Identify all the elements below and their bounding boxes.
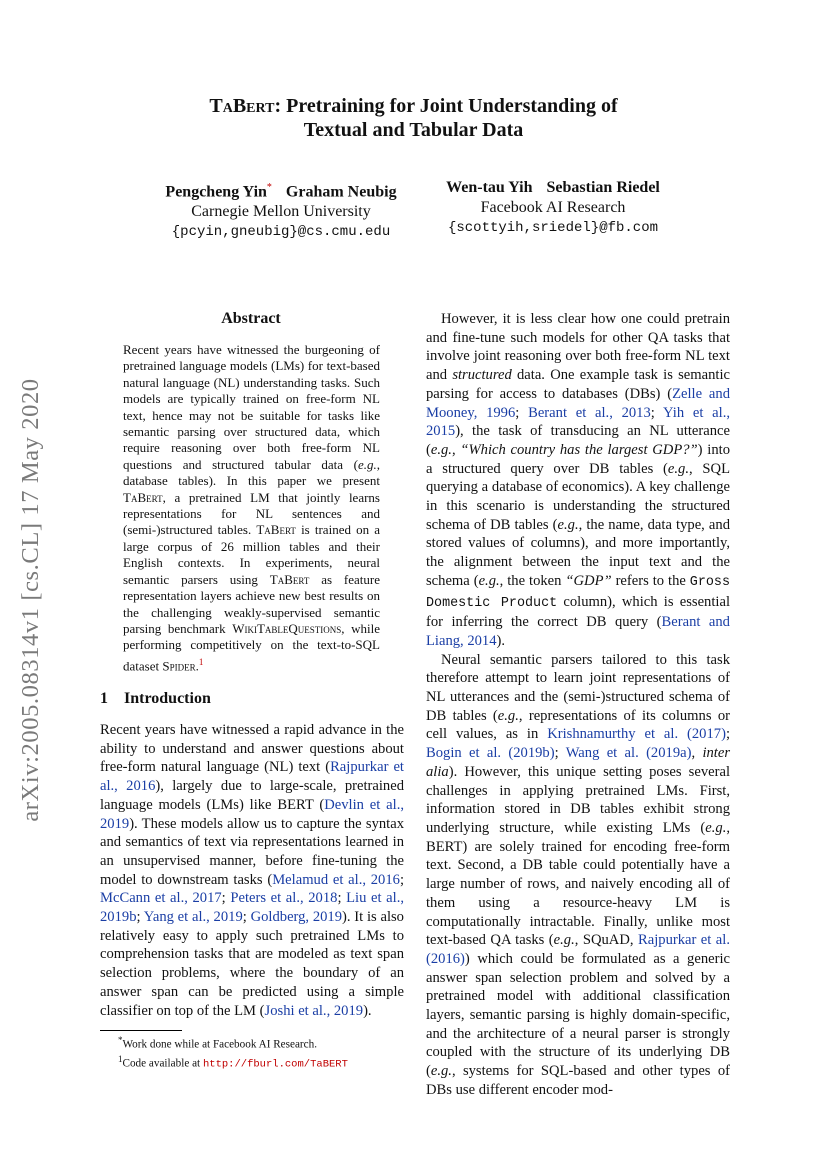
author-footnote-mark[interactable]: * — [266, 182, 272, 193]
tabert-name: TaBert — [256, 522, 296, 538]
abstract-heading: Abstract — [221, 310, 281, 327]
paper-title — [0, 94, 827, 142]
citation-link[interactable]: Goldberg, 2019 — [250, 909, 343, 926]
citation-link[interactable]: Bogin et al. (2019b) — [426, 745, 555, 762]
citation-link[interactable]: Rajpurkar et al. (2016) — [426, 932, 730, 967]
citation-link[interactable]: Krishnamurthy et al. (2017) — [547, 726, 726, 743]
footnote-2: $^1$Code available at http://fburl.com/TaBERT — [118, 1054, 348, 1071]
citation-link[interactable]: Yang et al., 2019 — [143, 909, 243, 926]
footnotes — [118, 1033, 348, 1072]
title-line-1-text: : Pretraining for Joint Understanding of — [274, 95, 618, 117]
citation-link[interactable]: Joshi et al., 2019 — [264, 1002, 364, 1019]
author-name: Wen-tau Yih — [446, 179, 533, 196]
dataset-name: Spider — [162, 658, 196, 674]
citation-link[interactable]: Rajpurkar et al., 2016 — [100, 759, 404, 795]
section-heading-introduction: 1 Introduction — [100, 690, 211, 707]
citation-link[interactable]: Berant et al., 2013 — [528, 404, 651, 421]
author-name: Sebastian Riedel — [546, 179, 660, 196]
right-column-text — [426, 310, 730, 1100]
author-group-fb — [430, 178, 676, 238]
citation-link[interactable]: Peters et al., 2018 — [230, 890, 338, 907]
citation-link[interactable]: Devlin et al., 2019 — [100, 796, 404, 832]
arxiv-sidebar-stamp — [13, 350, 49, 850]
paragraph: However, it is less clear how one could pretrain and fine-tune such models for other QA tasks that involve joint reasoning over both free-form NL text and structured data. One example task is semantic parsing for access to databases (DBs) (Zelle and Mooney, 1996; Berant et al., 2013; Yih et al., 2015), the task of transducing an NL utterance (e.g., “Which country has the largest GDP?”) into a structured query over DB tables (e.g., SQL querying a database of economics). A key challenge in this scenario is understanding the structured schema of DB tables (e.g., the name, data type, and stored values of columns), and more importantly, the alignment between the input text and the schema (e.g., the token “GDP” refers to the Gross Domestic Product column), which is essential for inferring the correct DB query (Berant and Liang, 2014). — [426, 311, 731, 649]
citation-link[interactable]: Yih et al., 2015 — [426, 404, 730, 440]
citation-link[interactable]: Wang et al. (2019a) — [565, 745, 692, 762]
abstract-body: Recent years have witnessed the burgeoning of pretrained language models (LMs) for text-based natural language (NL) understanding tasks. Such models are typically trained on free-form NL text, hence may not be suitable for tasks like semantic parsing over structured data, which require reasoning over both free-form NL questions and structured tabular data (e.g., database tables). In this paper we present TaBert, a pretrained LM that jointly learns representations for NL sentences and (semi-)structured tables. TaBert is trained on a large corpus of 26 million tables and their English contexts. In experiments, neural semantic parsers using TaBert as feature representation layers achieve new best results on the challenging weakly-supervised semantic parsing benchmark WikiTableQuestions, while performing competitively on the text-to-SQL dataset Spider.$^1$ — [123, 342, 380, 674]
title-line-2: Textual and Tabular Data — [303, 119, 524, 141]
citation-link[interactable]: Berant and Liang, 2014 — [426, 614, 730, 649]
footnote-1: *Work done while at Facebook AI Research. — [118, 1035, 318, 1051]
citation-link[interactable]: Melamud et al., 2016 — [272, 871, 400, 888]
affiliation-fb: Facebook AI Research — [480, 199, 626, 216]
author-names-fb — [430, 178, 676, 198]
arxiv-identifier: arXiv:2005.08314v1 [cs.CL] 17 May 2020 — [17, 378, 44, 822]
citation-link[interactable]: Zelle and Mooney, 1996 — [426, 385, 731, 421]
citation-link[interactable]: McCann et al., 2017 — [100, 890, 222, 907]
tabert-name: TaBert — [209, 95, 275, 117]
author-name: Pengcheng Yin — [165, 183, 267, 201]
citation-link[interactable]: Liu et al., 2019b — [100, 890, 404, 926]
author-names-cmu — [158, 178, 404, 202]
footnote-rule — [100, 1030, 182, 1031]
email-fb: {scottyih,sriedel}@fb.com — [447, 220, 659, 236]
column-name-code: Gross Domestic Product — [426, 574, 730, 611]
email-cmu: {pcyin,gneubig}@cs.cmu.edu — [171, 224, 391, 241]
dataset-name: WikiTableQuestions — [232, 620, 342, 636]
title-line-1 — [0, 94, 827, 118]
footnote-ref-1[interactable]: 1 — [198, 656, 204, 667]
affiliation-cmu: Carnegie Mellon University — [191, 203, 371, 221]
author-name: Graham Neubig — [285, 183, 397, 201]
author-group-cmu — [158, 178, 404, 242]
tabert-name: TaBert — [269, 571, 310, 587]
introduction-paragraph-1: Recent years have witnessed a rapid advance in the ability to understand and answer questions about free-form natural language (NL) text (Rajpurkar et al., 2016), largely due to large-scale, pretrained language models (LMs) like BERT (Devlin et al., 2019). These models allow us to capture the syntax and semantics of text via representations learned in an unsupervised manner, before fine-tuning the model to downstream tasks (Melamud et al., 2016; McCann et al., 2017; Peters et al., 2018; Liu et al., 2019b; Yang et al., 2019; Goldberg, 2019). It is also relatively easy to apply such pretrained LMs to comprehension tasks that are modeled as text span selection problems, where the boundary of an answer span can be predicted using a simple classifier on top of the LM (Joshi et al., 2019). — [100, 722, 405, 1019]
code-url-link[interactable]: http://fburl.com/TaBERT — [202, 1058, 348, 1071]
tabert-name: TaBert — [123, 489, 163, 505]
paragraph: Neural semantic parsers tailored to this task therefore attempt to learn joint representations of NL utterances and the (semi-)structured schema of DB tables (e.g., representations of its columns or cell values, as in Krishnamurthy et al. (2017); Bogin et al. (2019b); Wang et al. (2019a), inter alia). However, this unique setting poses several challenges in applying pretrained LMs. First, information stored in DB tables exhibit strong underlying structure, while existing LMs (e.g., BERT) are solely trained for encoding free-form text. Second, a DB table could potentially have a large number of rows, and naively encoding all of them using a resource-heavy LM is computationally intractable. Finally, unlike most text-based QA tasks (e.g., SQuAD, Rajpurkar et al. (2016)) which could be formulated as a generic answer span selection problem and solved by a pretrained model with additional classification layers, semantic parsing is highly domain-specific, and the architecture of a neural parser is strongly coupled with the structure of its underlying DB (e.g., systems for SQL-based and other types of DBs use different encoder mod- — [426, 651, 731, 1098]
